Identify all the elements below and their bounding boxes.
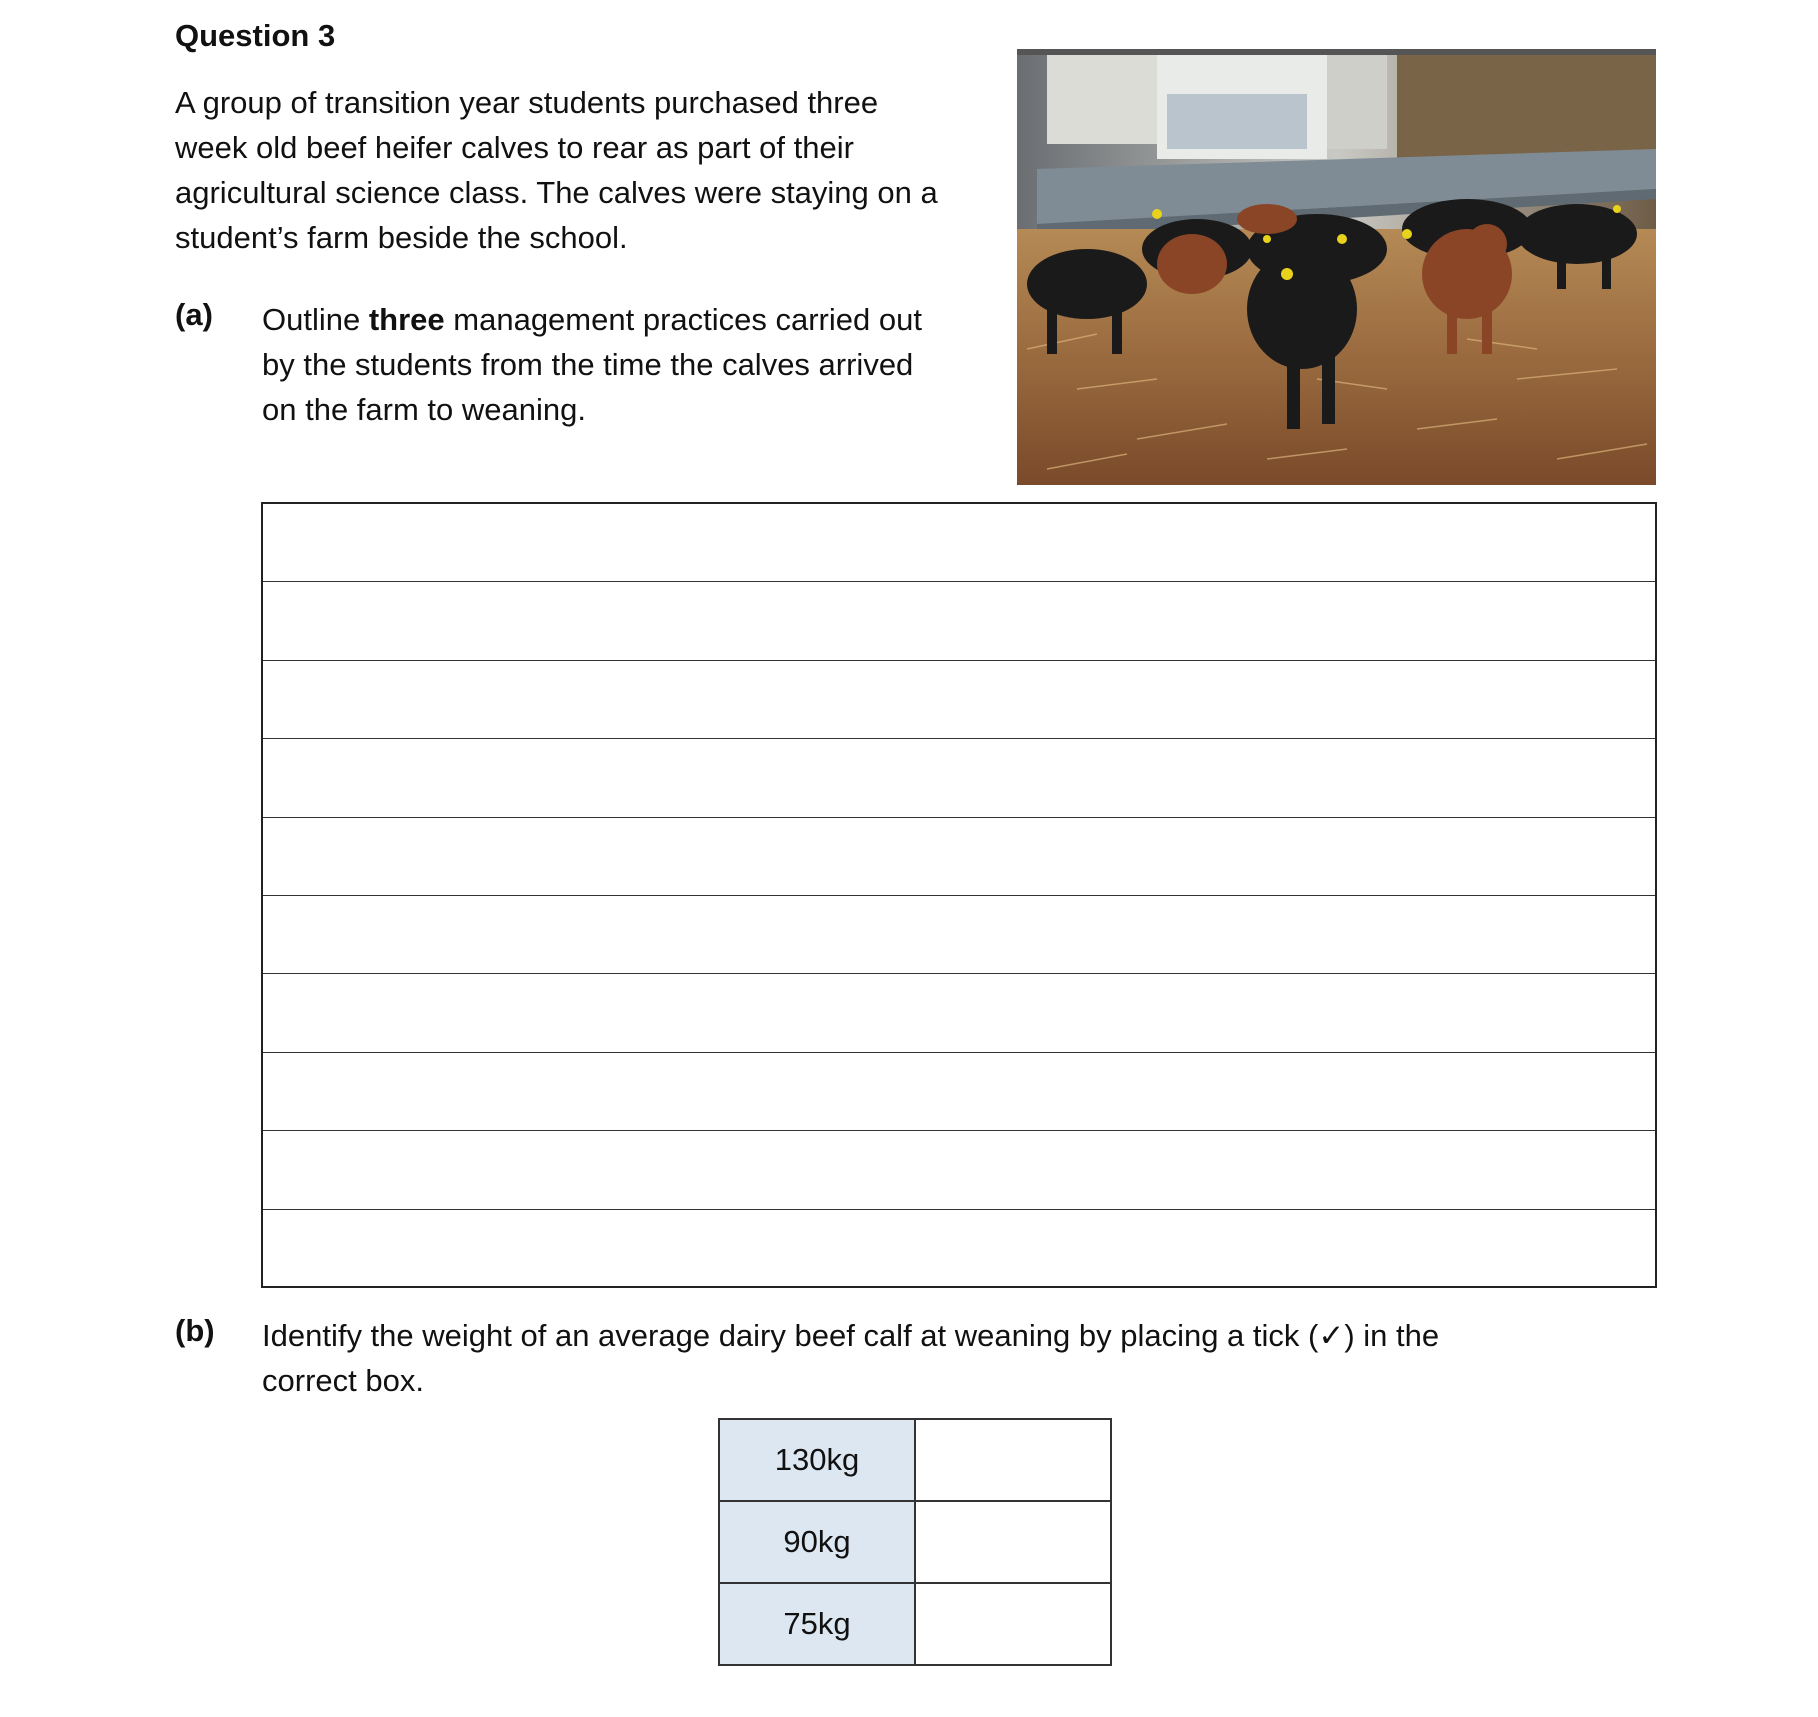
answer-line — [263, 1052, 1655, 1053]
part-a-line: by the students from the time the calves arrived — [262, 347, 914, 382]
answer-line — [263, 1209, 1655, 1210]
part-a-text-segment: management practices carried out — [444, 302, 922, 337]
question-title: Question 3 — [175, 18, 336, 53]
question-intro — [175, 80, 995, 260]
part-a-line: on the farm to weaning. — [262, 392, 586, 427]
part-a-text-segment: Outline — [262, 302, 369, 337]
weight-option-label: 90kg — [719, 1501, 915, 1583]
answer-box[interactable] — [261, 502, 1657, 1288]
intro-line: agricultural science class. The calves were staying on a — [175, 175, 938, 210]
table-row — [719, 1501, 1111, 1583]
part-a-label: (a) — [175, 297, 213, 332]
intro-line: student’s farm beside the school. — [175, 220, 628, 255]
part-b-question — [262, 1313, 1439, 1403]
weight-options-table — [718, 1418, 1112, 1666]
part-b-label: (b) — [175, 1313, 215, 1348]
answer-line — [263, 738, 1655, 739]
tick-box[interactable] — [915, 1501, 1111, 1583]
part-a-question — [262, 297, 922, 432]
answer-line — [263, 1130, 1655, 1131]
table-row — [719, 1419, 1111, 1501]
answer-line — [263, 973, 1655, 974]
intro-line: A group of transition year students purchased three — [175, 85, 879, 120]
tick-box[interactable] — [915, 1583, 1111, 1665]
part-a-emphasis: three — [368, 302, 445, 337]
answer-line — [263, 660, 1655, 661]
table-row — [719, 1583, 1111, 1665]
answer-line — [263, 895, 1655, 896]
part-b-line: Identify the weight of an average dairy beef calf at weaning by placing a tick (✓) in the — [262, 1318, 1440, 1353]
part-a-line — [262, 297, 922, 342]
tick-box[interactable] — [915, 1419, 1111, 1501]
answer-line — [263, 817, 1655, 818]
weight-option-label: 130kg — [719, 1419, 915, 1501]
weight-option-label: 75kg — [719, 1583, 915, 1665]
part-b-line: correct box. — [262, 1363, 424, 1398]
answer-line — [263, 581, 1655, 582]
intro-line: week old beef heifer calves to rear as part of their — [175, 130, 854, 165]
calves-photo — [1017, 49, 1656, 485]
